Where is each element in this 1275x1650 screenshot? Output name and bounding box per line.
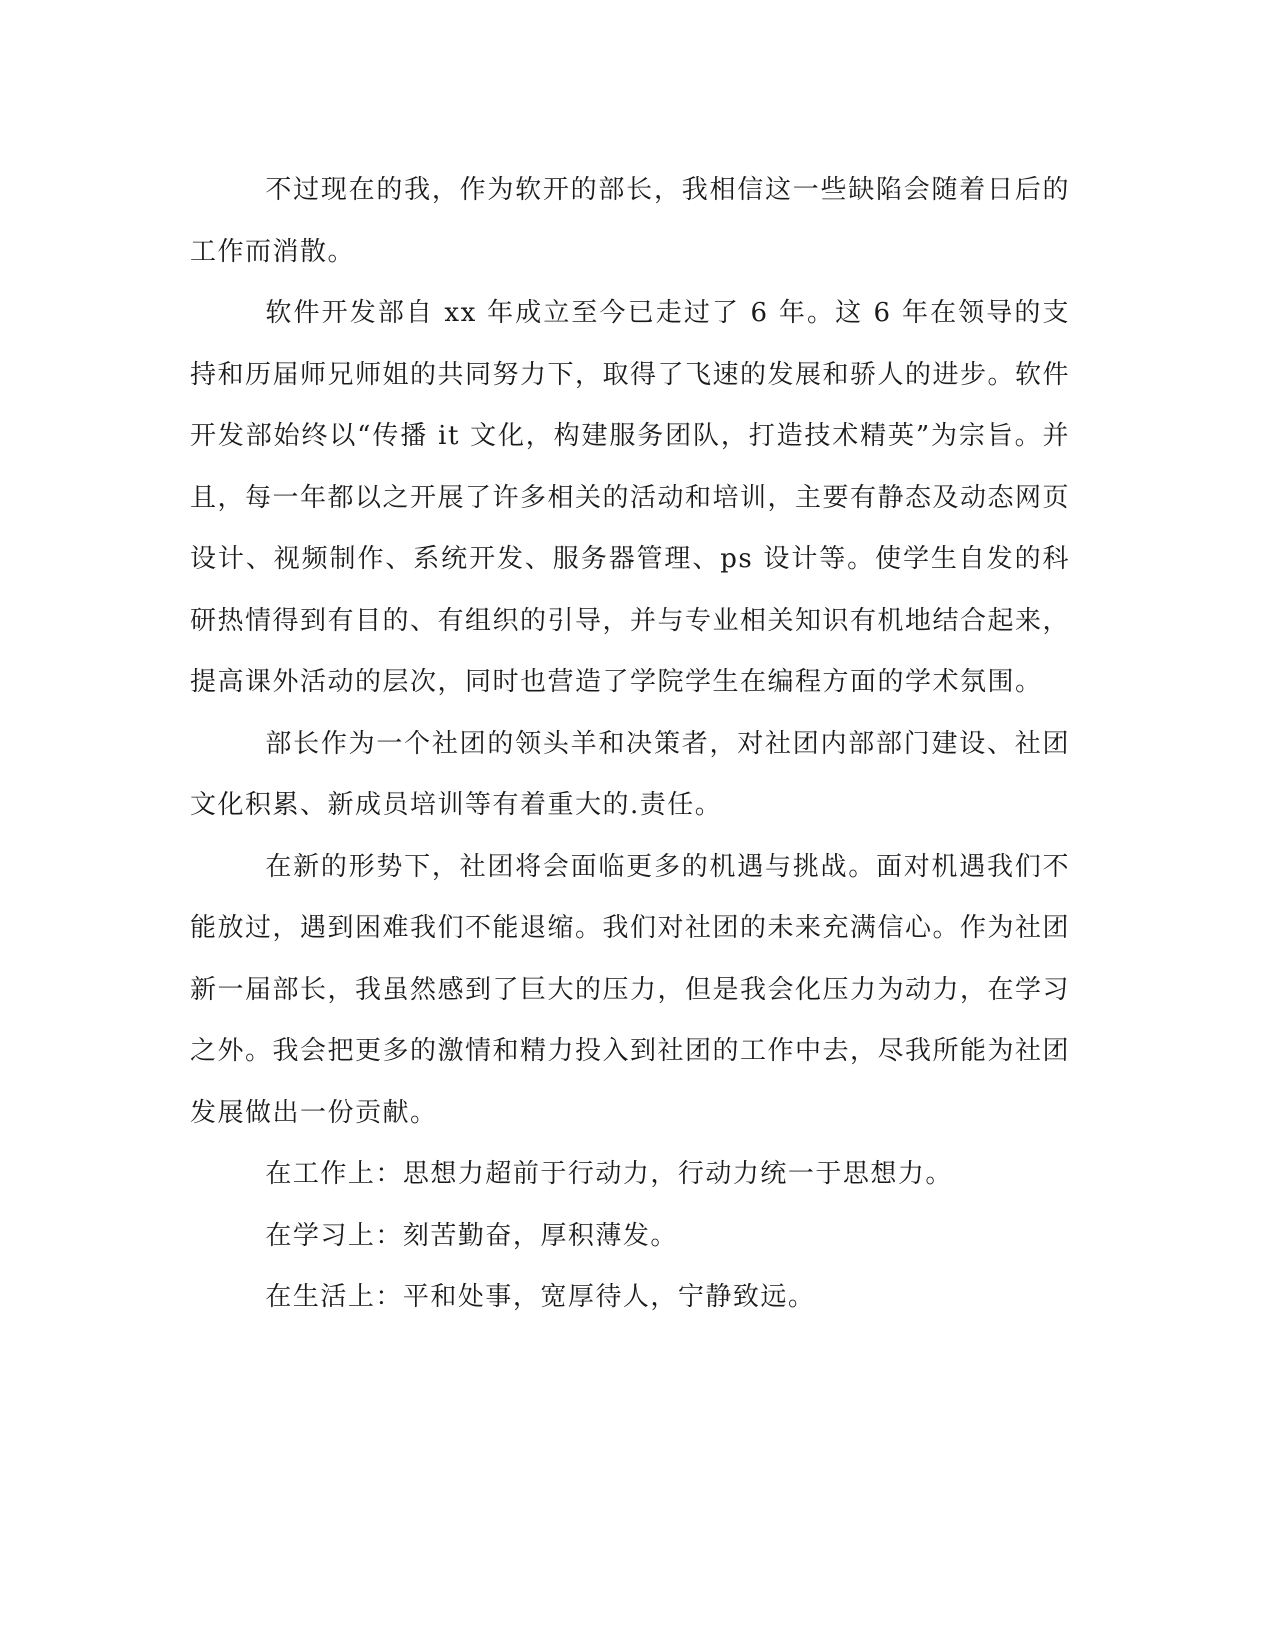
paragraph-life-motto: 在生活上：平和处事，宽厚待人，宁静致远。	[265, 1282, 816, 1312]
paragraph-work-motto: 在工作上：思想力超前于行动力，行动力统一于思想力。	[265, 1159, 953, 1189]
document-body	[190, 160, 1070, 1329]
paragraph-department-history: 软件开发部自 xx 年成立至今已走过了 6 年。这 6 年在领导的支持和历届师兄师姐的共同努力下，取得了飞速的发展和骄人的进步。软件开发部始终以“传播 it 文化，构建服务团队，打造技术精英”为宗旨。并且，每一年都以之开展了许多相关的活动和培训，主要有静态及动态网页设计、视频制作、系统开发、服务器管理、ps 设计等。使学生自发的科研热情得到有目的、有组织的引导，并与专业相关知识有机地结合起来，提高课外活动的层次，同时也营造了学院学生在编程方面的学术氛围。	[190, 298, 1071, 697]
paragraph-study-motto: 在学习上：刻苦勤奋，厚积薄发。	[265, 1220, 678, 1251]
paragraph-weakness: 不过现在的我，作为软开的部长，我相信这一些缺陷会随着日后的工作而消散。	[190, 175, 1070, 267]
paragraph-minister-responsibility: 部长作为一个社团的领头羊和决策者，对社团内部部门建设、社团文化积累、新成员培训等有着重大的.责任。	[190, 728, 1070, 820]
paragraph-new-situation: 在新的形势下，社团将会面临更多的机遇与挑战。面对机遇我们不能放过，遇到困难我们不能退缩。我们对社团的未来充满信心。作为社团新一届部长，我虽然感到了巨大的压力，但是我会化压力为动力，在学习之外。我会把更多的激情和精力投入到社团的工作中去，尽我所能为社团发展做出一份贡献。	[190, 851, 1071, 1128]
